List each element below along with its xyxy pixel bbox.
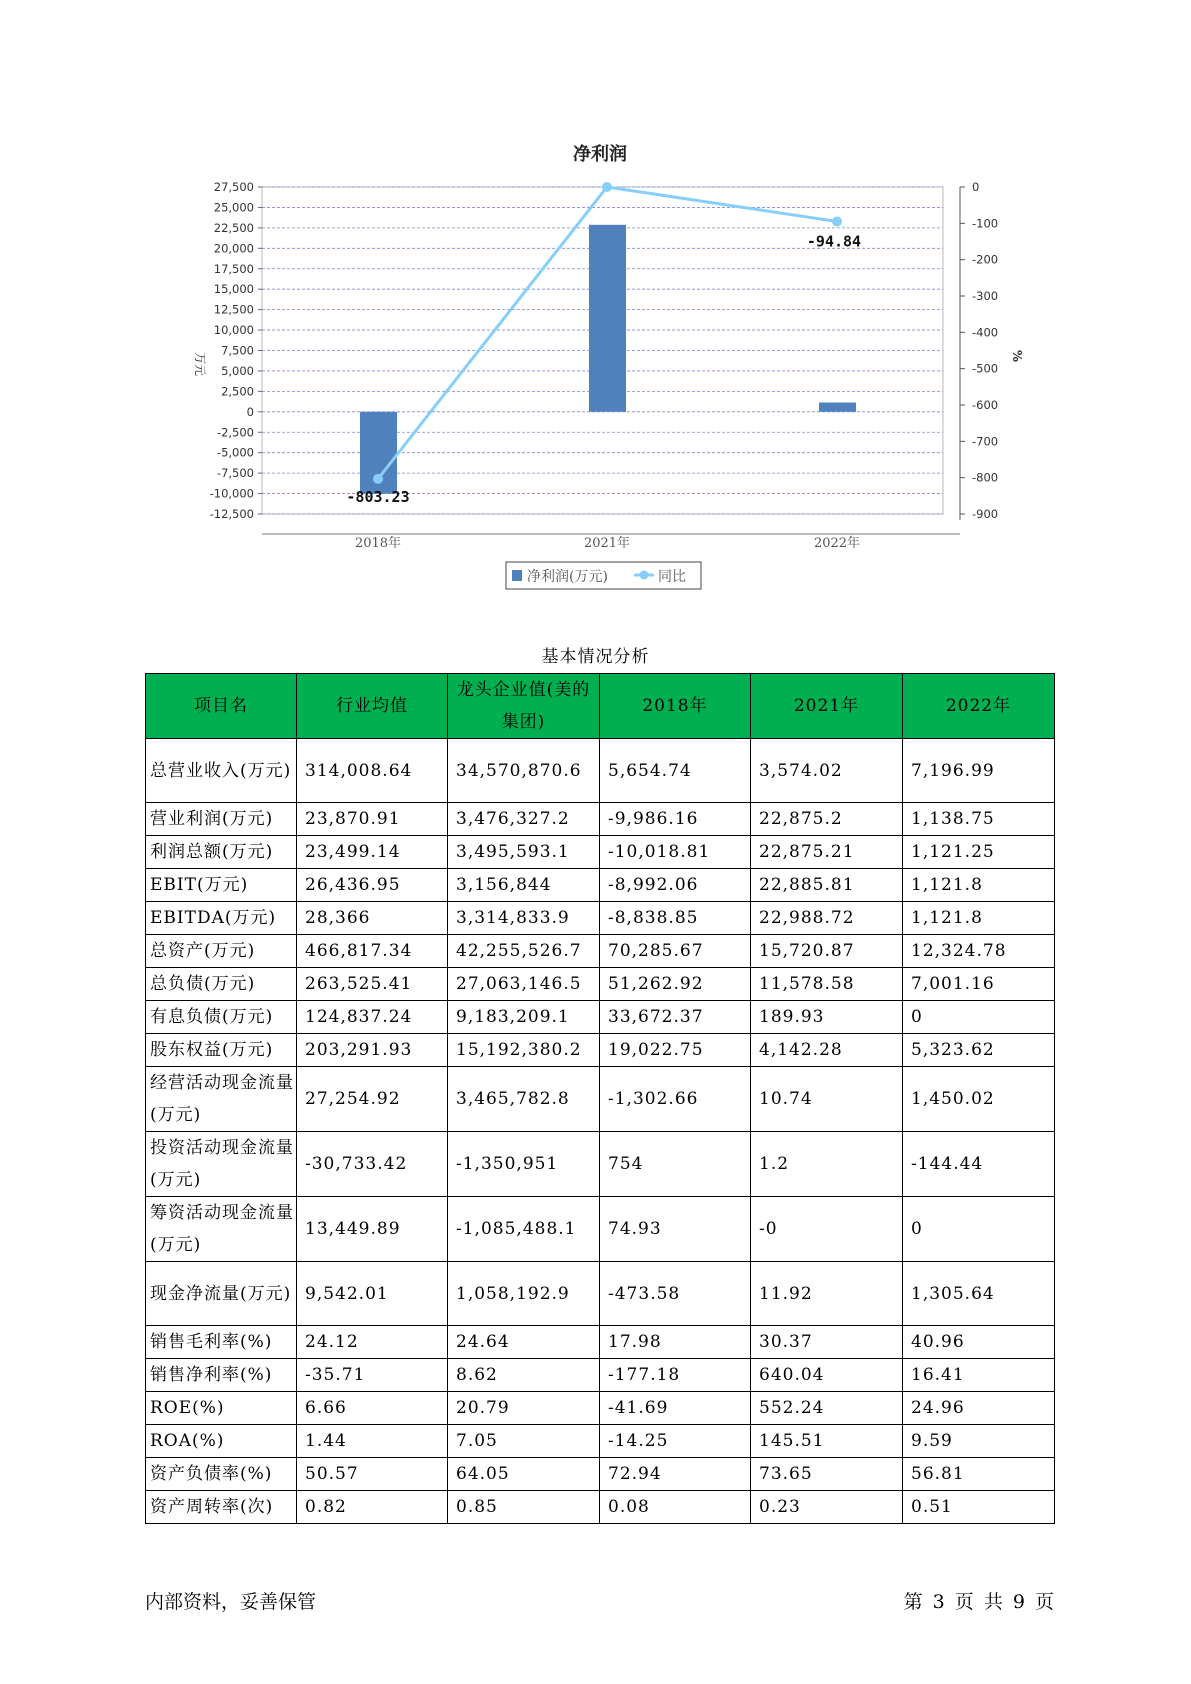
row-label-cell: 营业利润(万元) bbox=[146, 803, 297, 836]
header-industry-avg: 行业均值 bbox=[297, 674, 448, 739]
value-cell: 3,314,833.9 bbox=[448, 902, 600, 935]
value-cell: 552.24 bbox=[751, 1392, 903, 1425]
value-cell: 3,574.02 bbox=[751, 739, 903, 803]
value-cell: 6.66 bbox=[297, 1392, 448, 1425]
header-2018: 2018年 bbox=[600, 674, 751, 739]
value-cell: 22,875.2 bbox=[751, 803, 903, 836]
value-cell: 20.79 bbox=[448, 1392, 600, 1425]
row-label-cell: 总营业收入(万元) bbox=[146, 739, 297, 803]
value-cell: 466,817.34 bbox=[297, 935, 448, 968]
value-cell: 15,192,380.2 bbox=[448, 1034, 600, 1067]
y-left-tick-label: -2,500 bbox=[216, 425, 254, 440]
value-cell: 34,570,870.6 bbox=[448, 739, 600, 803]
value-cell: 22,885.81 bbox=[751, 869, 903, 902]
value-cell: 1.2 bbox=[751, 1132, 903, 1197]
table-row bbox=[146, 836, 1055, 869]
row-label-cell: 现金净流量(万元) bbox=[146, 1262, 297, 1326]
value-cell: -8,838.85 bbox=[600, 902, 751, 935]
table-row bbox=[146, 1326, 1055, 1359]
value-cell: 0.23 bbox=[751, 1491, 903, 1524]
value-cell: 42,255,526.7 bbox=[448, 935, 600, 968]
legend-bar-label: 净利润(万元) bbox=[527, 569, 608, 585]
table-row bbox=[146, 1197, 1055, 1262]
row-label-cell: ROA(%) bbox=[146, 1425, 297, 1458]
value-cell: -1,302.66 bbox=[600, 1067, 751, 1132]
row-label-cell: 有息负债(万元) bbox=[146, 1001, 297, 1034]
value-cell: -144.44 bbox=[903, 1132, 1055, 1197]
y-left-tick-label: 15,000 bbox=[213, 282, 254, 297]
table-row bbox=[146, 1491, 1055, 1524]
value-cell: 24.64 bbox=[448, 1326, 600, 1359]
table-row bbox=[146, 1262, 1055, 1326]
y-left-tick-label: 17,500 bbox=[213, 261, 254, 276]
yoy-data-label: -94.84 bbox=[806, 232, 862, 251]
value-cell: -14.25 bbox=[600, 1425, 751, 1458]
value-cell: 24.96 bbox=[903, 1392, 1055, 1425]
value-cell: -0 bbox=[751, 1197, 903, 1262]
value-cell: 1,305.64 bbox=[903, 1262, 1055, 1326]
value-cell: 22,988.72 bbox=[751, 902, 903, 935]
y-left-tick-label: 5,000 bbox=[221, 363, 254, 378]
value-cell: -1,085,488.1 bbox=[448, 1197, 600, 1262]
value-cell: 27,254.92 bbox=[297, 1067, 448, 1132]
value-cell: 1,121.8 bbox=[903, 869, 1055, 902]
row-label-cell: 总资产(万元) bbox=[146, 935, 297, 968]
y-left-tick-label: 12,500 bbox=[213, 302, 254, 317]
table-header-row bbox=[146, 674, 1055, 739]
y-left-axis-label: 万元 bbox=[193, 352, 207, 377]
y-left-tick-label: -10,000 bbox=[209, 486, 254, 501]
value-cell: 754 bbox=[600, 1132, 751, 1197]
header-leader-value: 龙头企业值(美的集团) bbox=[448, 674, 600, 739]
value-cell: 203,291.93 bbox=[297, 1034, 448, 1067]
y-right-tick-label: -100 bbox=[972, 216, 999, 231]
header-2022: 2022年 bbox=[903, 674, 1055, 739]
legend-bar-swatch bbox=[512, 570, 522, 581]
value-cell: 3,495,593.1 bbox=[448, 836, 600, 869]
value-cell: 189.93 bbox=[751, 1001, 903, 1034]
row-label-cell: 资产周转率(次) bbox=[146, 1491, 297, 1524]
value-cell: 13,449.89 bbox=[297, 1197, 448, 1262]
value-cell: 40.96 bbox=[903, 1326, 1055, 1359]
value-cell: 28,366 bbox=[297, 902, 448, 935]
value-cell: 74.93 bbox=[600, 1197, 751, 1262]
value-cell: 72.94 bbox=[600, 1458, 751, 1491]
value-cell: 3,156,844 bbox=[448, 869, 600, 902]
y-right-tick-label: -200 bbox=[972, 252, 999, 267]
legend-line-marker bbox=[640, 571, 649, 580]
value-cell: 124,837.24 bbox=[297, 1001, 448, 1034]
table-row bbox=[146, 1392, 1055, 1425]
table-row bbox=[146, 1132, 1055, 1197]
value-cell: 11.92 bbox=[751, 1262, 903, 1326]
footer-page-number: 第 3 页 共 9 页 bbox=[903, 1591, 1054, 1613]
value-cell: 10.74 bbox=[751, 1067, 903, 1132]
table-row bbox=[146, 1359, 1055, 1392]
value-cell: 15,720.87 bbox=[751, 935, 903, 968]
value-cell: -473.58 bbox=[600, 1262, 751, 1326]
net-profit-bar bbox=[819, 403, 856, 412]
y-right-tick-label: -900 bbox=[972, 507, 999, 521]
y-left-tick-label: 22,500 bbox=[213, 220, 254, 235]
value-cell: 1,138.75 bbox=[903, 803, 1055, 836]
value-cell: -9,986.16 bbox=[600, 803, 751, 836]
y-left-tick-label: 0 bbox=[246, 404, 254, 419]
value-cell: 4,142.28 bbox=[751, 1034, 903, 1067]
value-cell: 16.41 bbox=[903, 1359, 1055, 1392]
value-cell: 3,476,327.2 bbox=[448, 803, 600, 836]
value-cell: -177.18 bbox=[600, 1359, 751, 1392]
value-cell: 640.04 bbox=[751, 1359, 903, 1392]
value-cell: -35.71 bbox=[297, 1359, 448, 1392]
value-cell: 0 bbox=[903, 1001, 1055, 1034]
table-row bbox=[146, 968, 1055, 1001]
value-cell: 0.82 bbox=[297, 1491, 448, 1524]
value-cell: 7,001.16 bbox=[903, 968, 1055, 1001]
legend-line-label: 同比 bbox=[658, 569, 686, 585]
row-label-cell: 利润总额(万元) bbox=[146, 836, 297, 869]
table-row bbox=[146, 1001, 1055, 1034]
value-cell: 145.51 bbox=[751, 1425, 903, 1458]
value-cell: 9,183,209.1 bbox=[448, 1001, 600, 1034]
net-profit-bar bbox=[589, 225, 626, 412]
row-label-cell: ROE(%) bbox=[146, 1392, 297, 1425]
value-cell: 1.44 bbox=[297, 1425, 448, 1458]
x-tick-label: 2018年 bbox=[354, 536, 402, 551]
value-cell: 56.81 bbox=[903, 1458, 1055, 1491]
yoy-point bbox=[373, 474, 383, 484]
y-right-axis-label: % bbox=[1010, 350, 1024, 363]
row-label-cell: 资产负债率(%) bbox=[146, 1458, 297, 1491]
value-cell: 314,008.64 bbox=[297, 739, 448, 803]
chart-title: 净利润 bbox=[573, 144, 627, 165]
value-cell: 263,525.41 bbox=[297, 968, 448, 1001]
y-left-tick-label: -12,500 bbox=[209, 507, 254, 521]
value-cell: 1,121.8 bbox=[903, 902, 1055, 935]
row-label-cell: 投资活动现金流量(万元) bbox=[146, 1132, 297, 1197]
value-cell: 51,262.92 bbox=[600, 968, 751, 1001]
row-label-cell: 经营活动现金流量(万元) bbox=[146, 1067, 297, 1132]
table-row bbox=[146, 803, 1055, 836]
value-cell: 24.12 bbox=[297, 1326, 448, 1359]
footer-confidential-note: 内部资料，妥善保管 bbox=[145, 1591, 317, 1613]
y-right-tick-label: 0 bbox=[972, 180, 980, 194]
y-right-tick-label: -600 bbox=[972, 398, 999, 412]
y-left-tick-label: 25,000 bbox=[213, 200, 254, 215]
value-cell: 9.59 bbox=[903, 1425, 1055, 1458]
row-label-cell: 股东权益(万元) bbox=[146, 1034, 297, 1067]
table-row bbox=[146, 935, 1055, 968]
value-cell: -10,018.81 bbox=[600, 836, 751, 869]
header-2021: 2021年 bbox=[751, 674, 903, 739]
value-cell: 33,672.37 bbox=[600, 1001, 751, 1034]
y-left-tick-label: -5,000 bbox=[216, 445, 254, 460]
value-cell: 5,323.62 bbox=[903, 1034, 1055, 1067]
value-cell: 1,121.25 bbox=[903, 836, 1055, 869]
table-row bbox=[146, 1034, 1055, 1067]
y-left-tick-label: 7,500 bbox=[221, 343, 254, 358]
value-cell: 9,542.01 bbox=[297, 1262, 448, 1326]
net-profit-chart bbox=[0, 0, 1191, 600]
y-left-tick-label: 2,500 bbox=[221, 384, 254, 399]
value-cell: 0.08 bbox=[600, 1491, 751, 1524]
value-cell: 30.37 bbox=[751, 1326, 903, 1359]
value-cell: -8,992.06 bbox=[600, 869, 751, 902]
table-row bbox=[146, 902, 1055, 935]
yoy-data-label: -803.23 bbox=[346, 487, 410, 506]
value-cell: 7.05 bbox=[448, 1425, 600, 1458]
value-cell: -1,350,951 bbox=[448, 1132, 600, 1197]
value-cell: 70,285.67 bbox=[600, 935, 751, 968]
y-right-tick-label: -400 bbox=[972, 325, 999, 340]
basic-analysis-table bbox=[145, 673, 1055, 1524]
value-cell: 1,450.02 bbox=[903, 1067, 1055, 1132]
value-cell: 19,022.75 bbox=[600, 1034, 751, 1067]
value-cell: 5,654.74 bbox=[600, 739, 751, 803]
table-row bbox=[146, 1425, 1055, 1458]
value-cell: 3,465,782.8 bbox=[448, 1067, 600, 1132]
yoy-point bbox=[602, 182, 612, 192]
value-cell: 0.85 bbox=[448, 1491, 600, 1524]
table-row bbox=[146, 1067, 1055, 1132]
value-cell: 7,196.99 bbox=[903, 739, 1055, 803]
row-label-cell: 销售毛利率(%) bbox=[146, 1326, 297, 1359]
value-cell: 64.05 bbox=[448, 1458, 600, 1491]
y-left-tick-label: 27,500 bbox=[213, 180, 254, 194]
value-cell: 0 bbox=[903, 1197, 1055, 1262]
row-label-cell: 销售净利率(%) bbox=[146, 1359, 297, 1392]
value-cell: 0.51 bbox=[903, 1491, 1055, 1524]
y-left-tick-label: 20,000 bbox=[213, 241, 254, 256]
table-row bbox=[146, 1458, 1055, 1491]
y-left-tick-label: 10,000 bbox=[213, 323, 254, 338]
table-caption: 基本情况分析 bbox=[541, 647, 650, 667]
table-row bbox=[146, 739, 1055, 803]
value-cell: 23,499.14 bbox=[297, 836, 448, 869]
value-cell: -30,733.42 bbox=[297, 1132, 448, 1197]
value-cell: 26,436.95 bbox=[297, 869, 448, 902]
x-tick-label: 2021年 bbox=[583, 536, 631, 551]
y-right-tick-label: -500 bbox=[972, 361, 999, 376]
y-left-tick-label: -7,500 bbox=[216, 466, 254, 481]
y-right-tick-label: -700 bbox=[972, 434, 999, 449]
y-right-tick-label: -800 bbox=[972, 470, 999, 485]
value-cell: 22,875.21 bbox=[751, 836, 903, 869]
value-cell: 73.65 bbox=[751, 1458, 903, 1491]
value-cell: -41.69 bbox=[600, 1392, 751, 1425]
value-cell: 11,578.58 bbox=[751, 968, 903, 1001]
value-cell: 23,870.91 bbox=[297, 803, 448, 836]
value-cell: 12,324.78 bbox=[903, 935, 1055, 968]
value-cell: 50.57 bbox=[297, 1458, 448, 1491]
table-row bbox=[146, 869, 1055, 902]
row-label-cell: EBIT(万元) bbox=[146, 869, 297, 902]
value-cell: 8.62 bbox=[448, 1359, 600, 1392]
yoy-point bbox=[832, 216, 842, 226]
row-label-cell: EBITDA(万元) bbox=[146, 902, 297, 935]
row-label-cell: 总负债(万元) bbox=[146, 968, 297, 1001]
header-item-name: 项目名 bbox=[146, 674, 297, 739]
value-cell: 27,063,146.5 bbox=[448, 968, 600, 1001]
chart-canvas bbox=[0, 0, 1191, 600]
x-tick-label: 2022年 bbox=[813, 536, 861, 551]
value-cell: 17.98 bbox=[600, 1326, 751, 1359]
value-cell: 1,058,192.9 bbox=[448, 1262, 600, 1326]
y-right-tick-label: -300 bbox=[972, 289, 999, 303]
row-label-cell: 筹资活动现金流量(万元) bbox=[146, 1197, 297, 1262]
